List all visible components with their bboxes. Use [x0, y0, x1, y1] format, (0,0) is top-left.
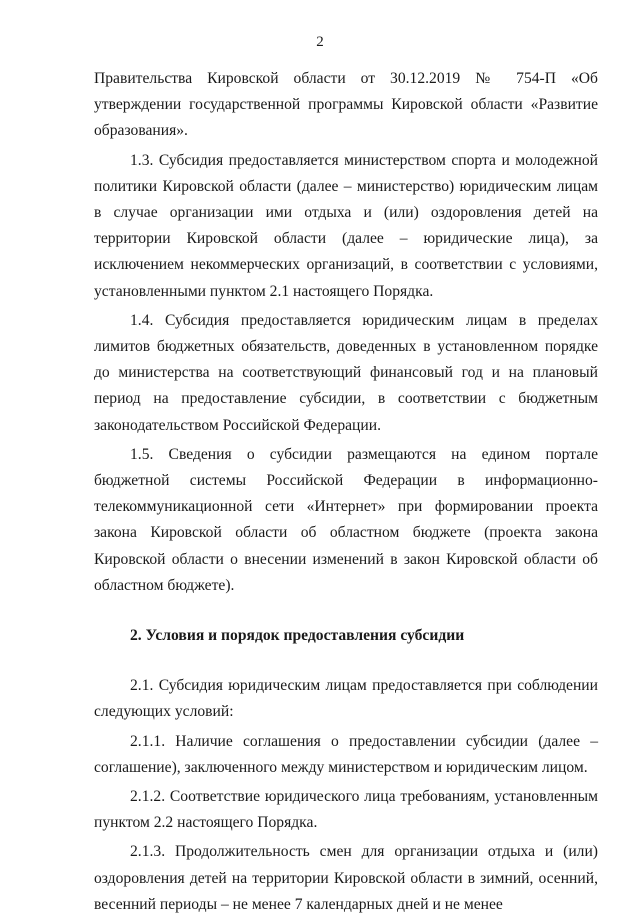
paragraph-2-1: 2.1. Субсидия юридическим лицам предоставляется при соблюдении следующих условий:: [94, 677, 598, 721]
paragraph-2-1-3: 2.1.3. Продолжительность смен для организации отдыха и (или) оздоровления детей на территории Кировской области в зимний, осенний, весенний периоды – не менее 7 календарных дней и не менее: [94, 843, 598, 913]
page-number: 2: [316, 34, 324, 50]
paragraph-1-5: 1.5. Сведения о субсидии размещаются на едином портале бюджетной системы Российской Федерации в информационно-телекоммуникационной сети «Интернет» при формировании проекта закона Кировской области об областном бюджете (проекта закона Кировской области о внесении изменений в закон Кировской области об областном бюджете).: [94, 445, 598, 594]
paragraph-1-4: 1.4. Субсидия предоставляется юридическим лицам в пределах лимитов бюджетных обязательств, доведенных в установленном порядке до министерства на соответствующий финансовый год и на плановый период на предоставление субсидии, в соответствии с бюджетным законодательством Российской Федерации.: [94, 311, 598, 434]
paragraph-2-1-1: 2.1.1. Наличие соглашения о предоставлении субсидии (далее – соглашение), заключенного между министерством и юридическим лицом.: [94, 732, 598, 776]
section-heading-2: 2. Условия и порядок предоставления субсидии: [130, 627, 465, 645]
paragraph-1-3: 1.3. Субсидия предоставляется министерством спорта и молодежной политики Кировской области (далее – министерство) юридическим лицам в случае организации ими отдыха и (или) оздоровления детей на территории Кировской области (далее – юридические лица), за исключением некоммерческих организаций, в соответствии с условиями, установленными пунктом 2.1 настоящего Порядка.: [94, 151, 598, 300]
paragraph-2-1-2: 2.1.2. Соответствие юридического лица требованиям, установленным пунктом 2.2 настоящего Порядка.: [94, 788, 598, 832]
document-body: [94, 66, 598, 918]
paragraph-intro-continuation: Правительства Кировской области от 30.12.2019 № 754-П «Об утверждении государственной программы Кировской области «Развитие образования».: [94, 70, 598, 140]
